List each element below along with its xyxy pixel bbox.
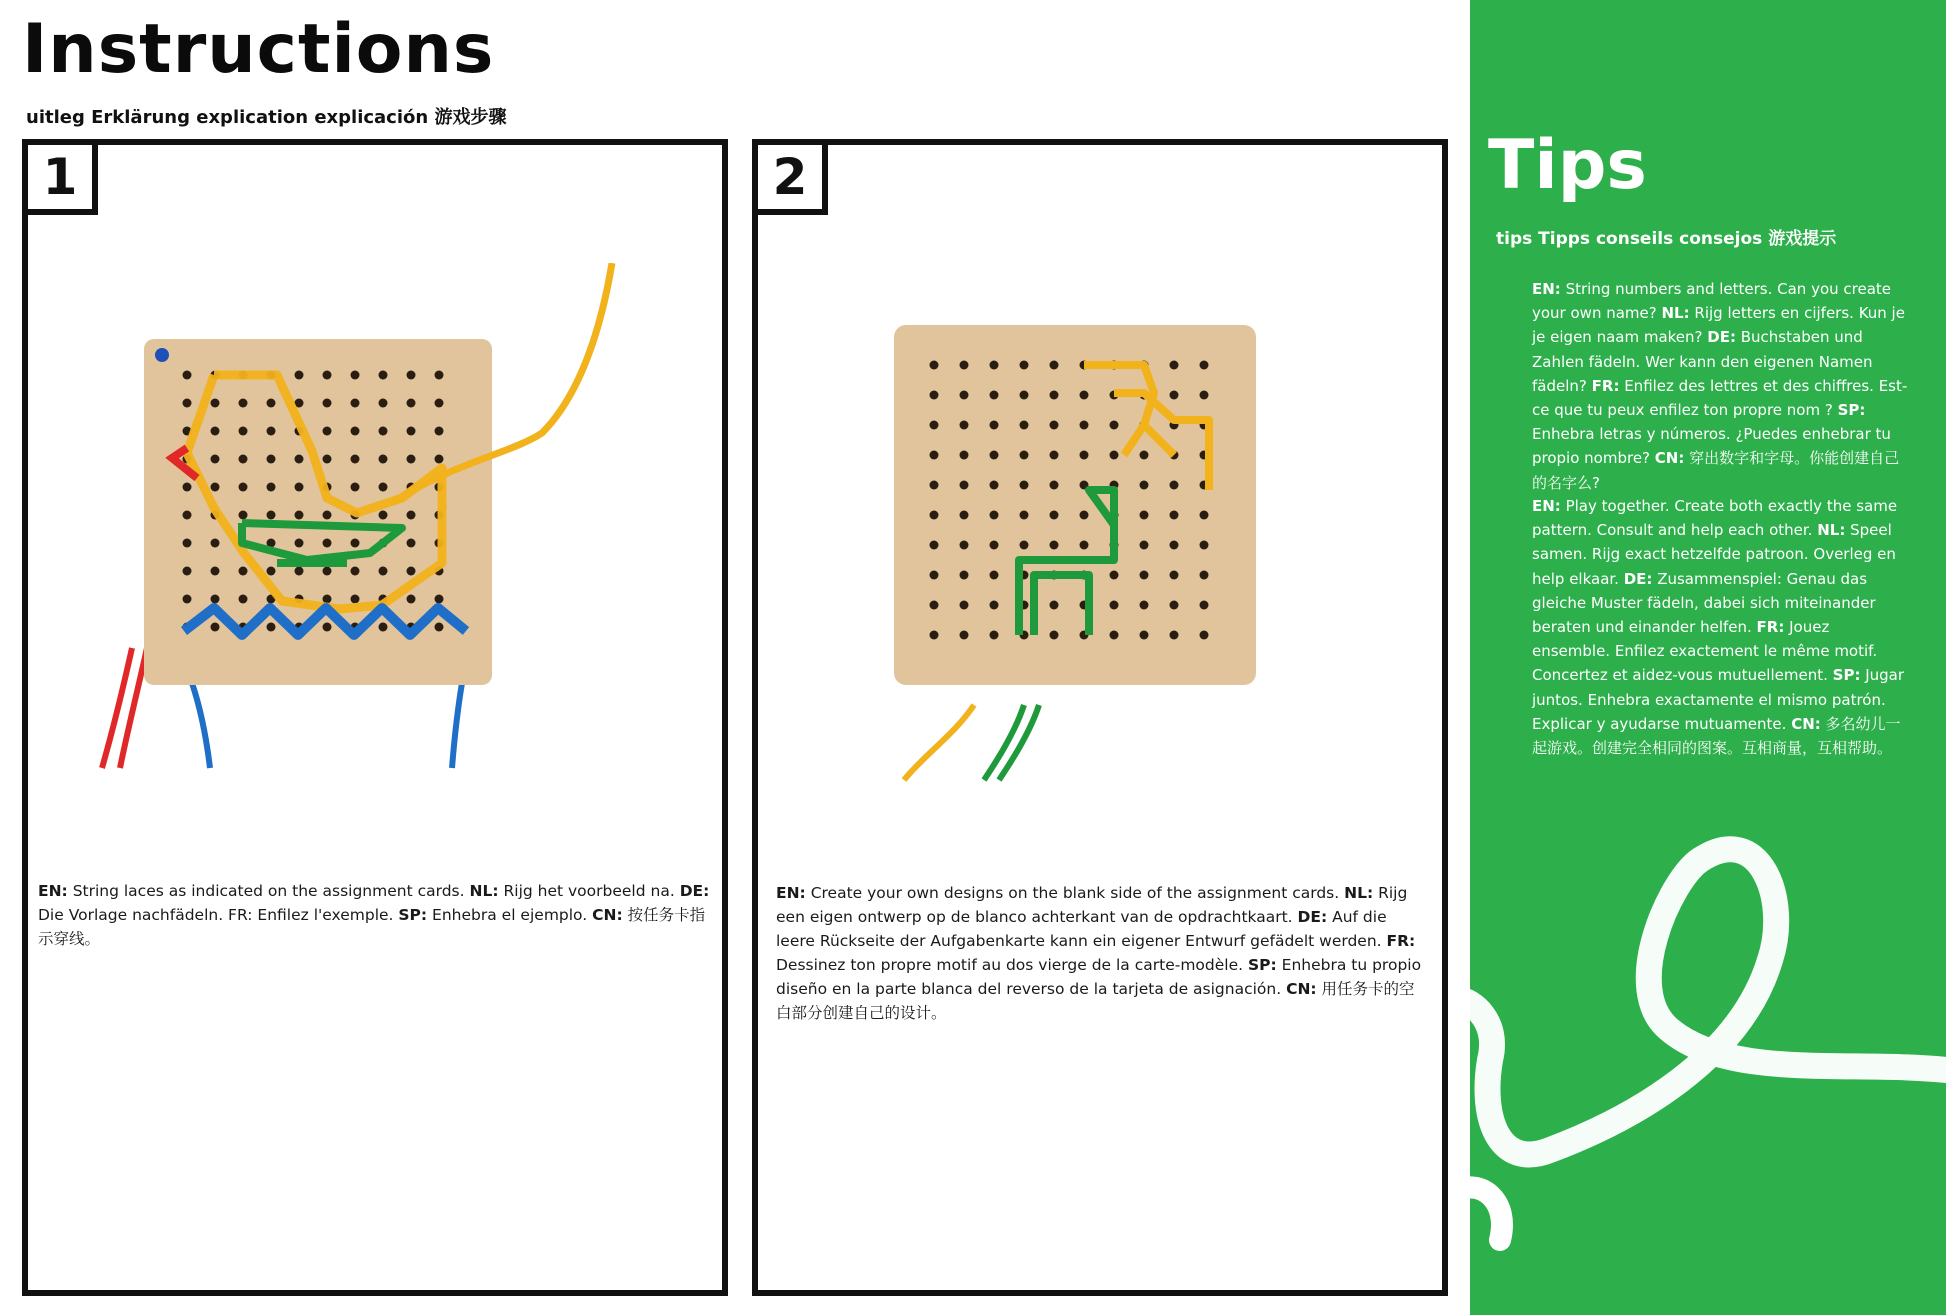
board-hole <box>1110 421 1119 430</box>
board-hole <box>379 455 388 464</box>
board-hole <box>183 595 192 604</box>
board-hole <box>267 567 276 576</box>
board-hole <box>351 483 360 492</box>
board-hole <box>990 481 999 490</box>
board-hole <box>323 511 332 520</box>
board-hole <box>1020 481 1029 490</box>
board-hole <box>930 571 939 580</box>
board-hole <box>379 511 388 520</box>
board-hole <box>239 595 248 604</box>
board-hole <box>1050 601 1059 610</box>
board-hole <box>295 455 304 464</box>
lacing-board-photo-2 <box>894 325 1374 785</box>
board-hole <box>1170 481 1179 490</box>
board-hole <box>351 539 360 548</box>
board-hole <box>1110 571 1119 580</box>
board-hole <box>960 601 969 610</box>
board-hole <box>239 483 248 492</box>
board-hole <box>1170 631 1179 640</box>
tips-panel <box>1470 0 1946 1315</box>
board-hole <box>267 483 276 492</box>
board-hole <box>930 631 939 640</box>
board-hole <box>1170 511 1179 520</box>
board-hole <box>379 623 388 632</box>
board-hole <box>960 631 969 640</box>
board-hole <box>990 631 999 640</box>
board-hole <box>990 511 999 520</box>
board-hole <box>1200 571 1209 580</box>
board-hole <box>960 571 969 580</box>
board-hole <box>435 399 444 408</box>
board-hole <box>990 571 999 580</box>
board-hole <box>1080 541 1089 550</box>
board-hole <box>930 451 939 460</box>
lacing-board-photo-1 <box>92 263 682 773</box>
board-hole <box>1050 541 1059 550</box>
board-hole <box>323 371 332 380</box>
board-hole <box>1050 631 1059 640</box>
card-2-text: EN: Create your own designs on the blank side of the assignment cards. NL: Rijg een eigen ontwerp op de blanco achterkant van de opdrachtkaart. DE: Auf die leere Rückseite der Aufgabenkarte kann ein eigener Entwurf gefädelt werden. FR: Dessinez ton propre motif au dos vierge de la carte-modèle. SP: Enhebra tu propio diseño en la parte blanca del reverso de la tarjeta de asignación. CN: 用任务卡的空白部分创建自己的设计。 <box>776 884 1422 1022</box>
board-hole <box>1110 601 1119 610</box>
board-hole <box>295 539 304 548</box>
board-hole <box>435 427 444 436</box>
board-hole <box>211 399 220 408</box>
board-hole <box>407 399 416 408</box>
board-hole <box>930 421 939 430</box>
board-hole <box>1140 451 1149 460</box>
tips-paragraph-2: EN: Play together. Create both exactly the same pattern. Consult and help each other. NL: Speel samen. Rijg exact hetzelfde patroon. Overleg en help elkaar. DE: Zusammenspiel: Genau das gleiche Muster fädeln, dabei sich miteinander beraten und einander helfen. FR: Jouez ensemble. Enfilez exactement le même motif. Concertez et aidez-vous mutuellement. SP: Jugar juntos. Enhebra exactamente el mismo patrón. Explicar y ayudarse mutuamente. CN: 多名幼儿一起游戏。创建完全相同的图案。互相商量，互相帮助。 <box>1532 497 1905 758</box>
board-hole <box>183 511 192 520</box>
board-hole <box>323 623 332 632</box>
board-hole <box>1140 481 1149 490</box>
board-hole <box>435 595 444 604</box>
board-hole <box>351 371 360 380</box>
board-hole <box>1200 511 1209 520</box>
board-hole <box>267 427 276 436</box>
board-hole <box>1050 481 1059 490</box>
board-hole <box>1140 601 1149 610</box>
board-hole <box>1200 361 1209 370</box>
board-hole <box>1050 511 1059 520</box>
board-hole <box>960 511 969 520</box>
page-subtitle: uitleg Erklärung explication explicación 游戏步骤 <box>26 107 507 128</box>
board-hole <box>183 399 192 408</box>
board-hole <box>435 623 444 632</box>
instruction-card-2 <box>752 139 1448 1296</box>
board-hole <box>960 481 969 490</box>
board-hole <box>323 399 332 408</box>
board-hole <box>183 371 192 380</box>
board-hole <box>351 427 360 436</box>
board-hole <box>295 483 304 492</box>
board-hole <box>351 455 360 464</box>
board-hole <box>295 511 304 520</box>
board-hole <box>239 567 248 576</box>
board-hole <box>1020 361 1029 370</box>
board-hole <box>990 451 999 460</box>
board-hole <box>1140 631 1149 640</box>
board-hole <box>1080 451 1089 460</box>
board-hole <box>990 421 999 430</box>
board-hole <box>1020 451 1029 460</box>
board-hole <box>323 427 332 436</box>
board-hole <box>351 595 360 604</box>
board-hole <box>211 455 220 464</box>
board-hole <box>1020 541 1029 550</box>
board-hole <box>1050 421 1059 430</box>
board-hole <box>351 567 360 576</box>
board-hole <box>1170 601 1179 610</box>
board-hole <box>1110 631 1119 640</box>
board-hole <box>960 421 969 430</box>
board-hole <box>960 361 969 370</box>
board-hole <box>1140 511 1149 520</box>
step-number-1: 1 <box>22 139 98 215</box>
board-hole <box>295 371 304 380</box>
board-hole <box>183 483 192 492</box>
board-hole <box>1080 391 1089 400</box>
board-hole <box>239 399 248 408</box>
board-hole <box>1200 631 1209 640</box>
board-hole <box>407 567 416 576</box>
board-hole <box>930 481 939 490</box>
board-hole <box>407 595 416 604</box>
board-hole <box>1170 391 1179 400</box>
board-hole <box>990 541 999 550</box>
board-hole <box>183 539 192 548</box>
board-hole <box>1080 511 1089 520</box>
board-hole <box>239 427 248 436</box>
board-hole <box>1170 541 1179 550</box>
board-hole <box>1140 571 1149 580</box>
board-hole <box>1020 391 1029 400</box>
board-hole <box>407 427 416 436</box>
board-hole <box>211 595 220 604</box>
board-hole <box>1200 391 1209 400</box>
page-title: Instructions <box>22 10 495 89</box>
board-hole <box>435 371 444 380</box>
board-hole <box>351 399 360 408</box>
tips-title: Tips <box>1488 126 1647 205</box>
board-hole <box>1140 541 1149 550</box>
board-hole <box>1050 391 1059 400</box>
card-1-text: EN: String laces as indicated on the assignment cards. NL: Rijg het voorbeeld na. DE: Die Vorlage nachfädeln. FR: Enfilez l'exemple. SP: Enhebra el ejemplo. CN: 按任务卡指示穿线。 <box>38 882 710 948</box>
board-hole <box>211 427 220 436</box>
board-hole <box>379 399 388 408</box>
board-hole <box>990 601 999 610</box>
board-hole <box>960 391 969 400</box>
tips-subtitle: tips Tipps conseils consejos 游戏提示 <box>1496 229 1837 249</box>
board-hole <box>183 567 192 576</box>
board-hole <box>323 539 332 548</box>
board-hole <box>323 595 332 604</box>
board-hole <box>239 511 248 520</box>
board-hole <box>960 451 969 460</box>
board-hole <box>930 601 939 610</box>
board-hole <box>407 371 416 380</box>
instruction-card-1 <box>22 139 728 1296</box>
board-hole <box>990 361 999 370</box>
board-hole <box>407 539 416 548</box>
board-hole <box>211 623 220 632</box>
board-hole <box>379 483 388 492</box>
board-hole <box>1170 571 1179 580</box>
tips-paragraph-1: EN: String numbers and letters. Can you create your own name? NL: Rijg letters en cijfers. Kun je je eigen naam maken? DE: Buchstaben und Zahlen fädeln. Wer kann den eigenen Namen fädeln? FR: Enfilez des lettres et des chiffres. Est-ce que tu peux enfilez ton propre nom ? SP: Enhebra letras y números. ¿Puedes enhebrar tu propio nombre? CN: 穿出数字和字母。你能创建自己的名字么? <box>1532 280 1908 492</box>
board-hole <box>323 567 332 576</box>
board-hole <box>211 539 220 548</box>
board-hole <box>1020 421 1029 430</box>
board-hole <box>379 371 388 380</box>
board-hole <box>960 541 969 550</box>
board-hole <box>1050 451 1059 460</box>
board-hole <box>267 455 276 464</box>
board-hole <box>1050 361 1059 370</box>
board-hole <box>211 483 220 492</box>
board-hole <box>1200 601 1209 610</box>
board-hole <box>930 391 939 400</box>
board-hole <box>267 399 276 408</box>
board-hole <box>990 391 999 400</box>
board-hole <box>1080 421 1089 430</box>
board-hole <box>930 511 939 520</box>
board-hole <box>1110 451 1119 460</box>
board-hole <box>1200 541 1209 550</box>
board-hole <box>930 541 939 550</box>
step-number-2: 2 <box>752 139 828 215</box>
board-hole <box>211 567 220 576</box>
board-hole <box>407 455 416 464</box>
board-hole <box>1170 361 1179 370</box>
board-hole <box>267 623 276 632</box>
board-hole <box>407 511 416 520</box>
board-hole <box>930 361 939 370</box>
board-hole <box>323 455 332 464</box>
board-hole <box>1020 511 1029 520</box>
board-hole <box>435 455 444 464</box>
board-hole <box>239 455 248 464</box>
board-hole <box>267 511 276 520</box>
board-hole <box>295 567 304 576</box>
board-hole <box>379 567 388 576</box>
board-hole <box>379 427 388 436</box>
